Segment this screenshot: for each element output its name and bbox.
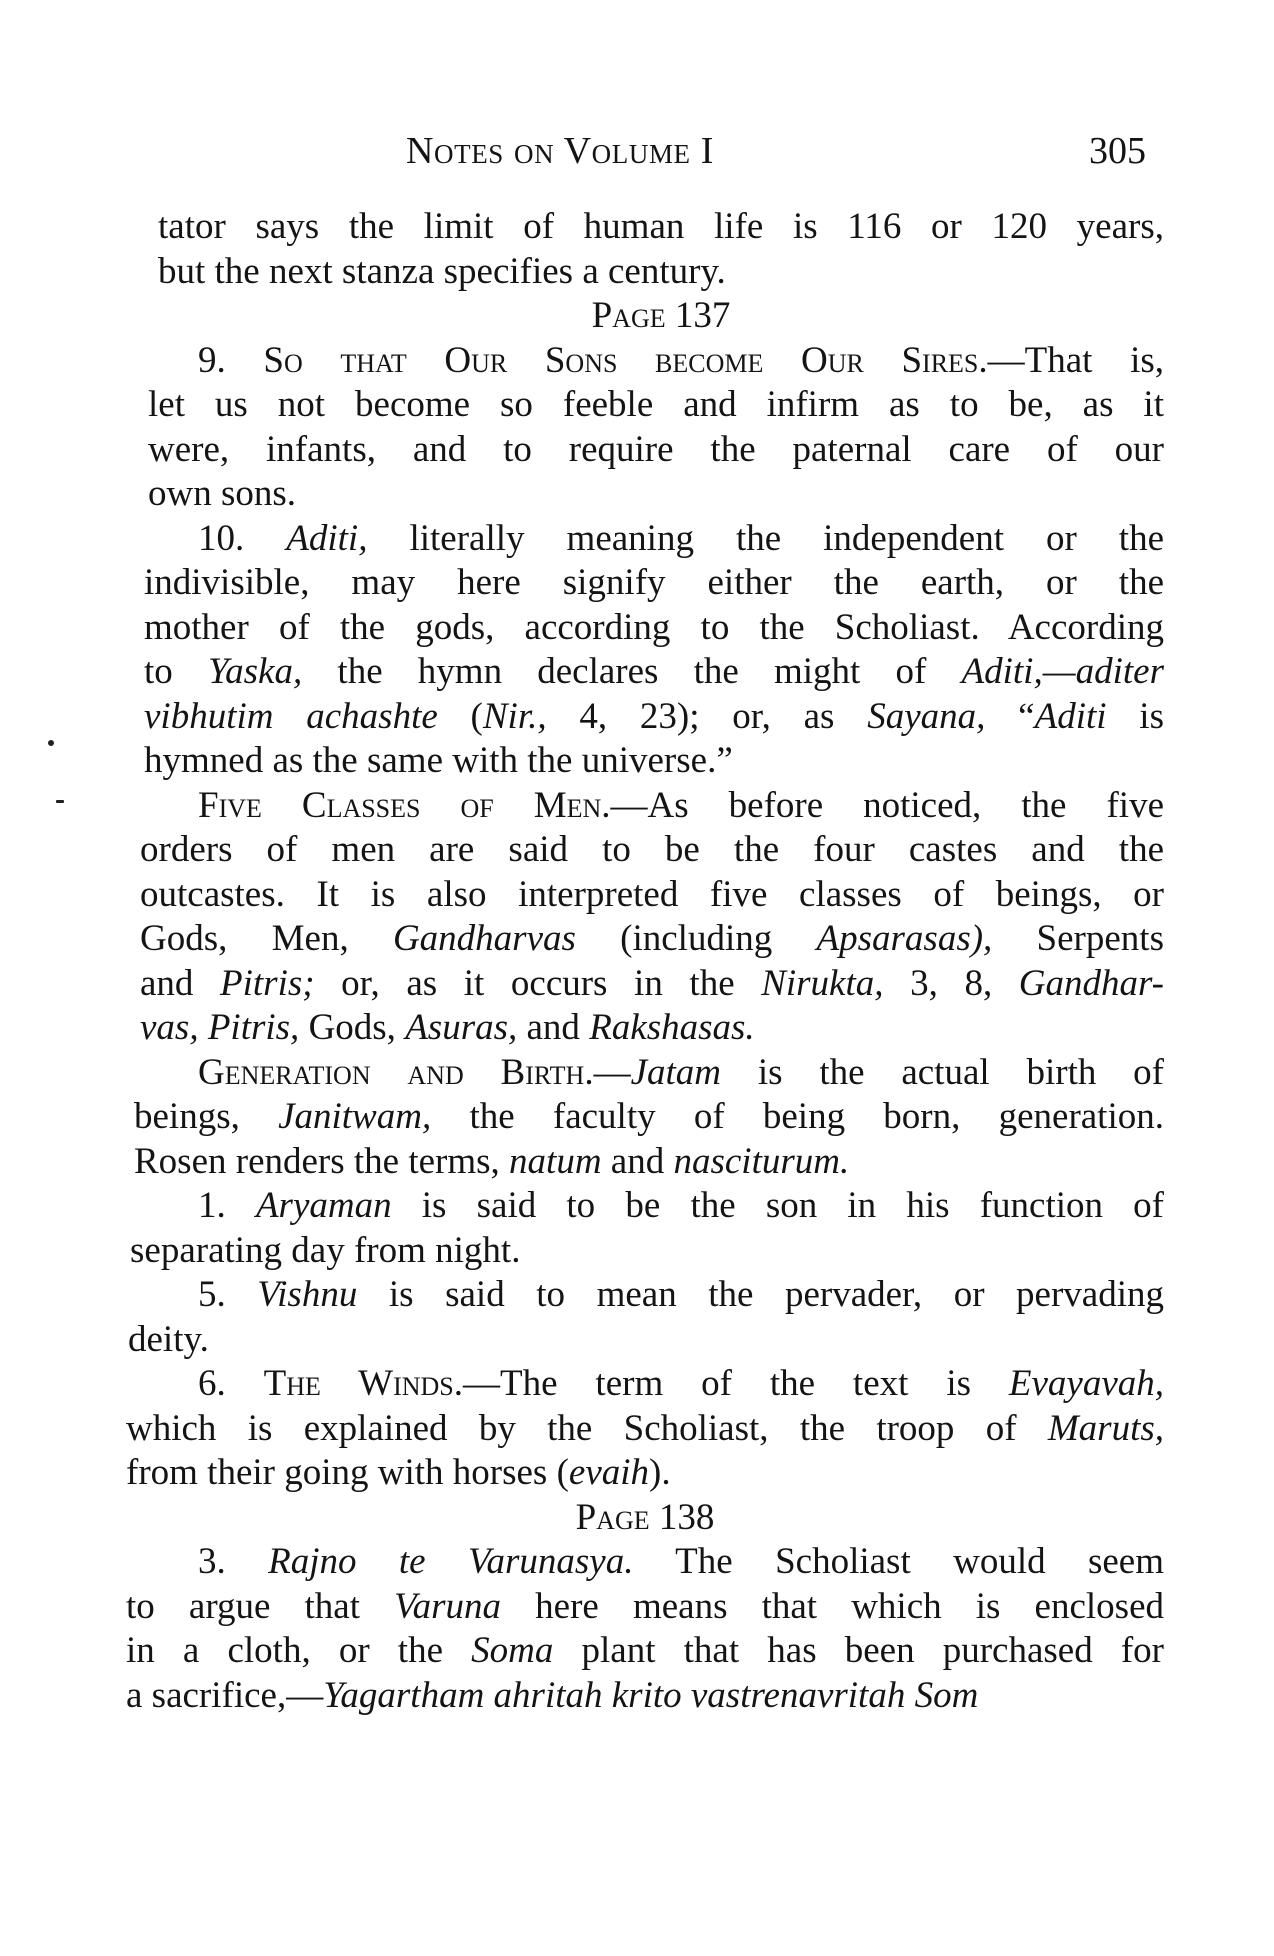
section-heading	[126, 1496, 1164, 1541]
italic-term: natum	[509, 1140, 602, 1182]
text-run: 6.	[198, 1363, 264, 1404]
italic-term: vibhutim achashte	[144, 695, 438, 737]
italic-term: Yagartham ahritah krito vastrenavritah Som	[323, 1674, 979, 1716]
italic-term: Rakshasas.	[589, 1007, 755, 1048]
italic-term: Aditi,	[286, 517, 368, 559]
running-title: Notes on Volume I	[405, 130, 715, 172]
text-line	[126, 784, 1164, 829]
text-line	[126, 1585, 1164, 1630]
text-run: and	[601, 1140, 674, 1182]
text-run: and	[517, 1007, 590, 1048]
text-line	[126, 1273, 1164, 1318]
text-run: separating day from night.	[130, 1229, 521, 1271]
text-line	[126, 1407, 1164, 1452]
text-line	[126, 1095, 1164, 1140]
text-run: but the next stanza specifies a century.	[158, 250, 726, 292]
text-line	[126, 695, 1164, 740]
text-line	[126, 1051, 1164, 1096]
text-run: —As before noticed, the five	[610, 784, 1164, 826]
italic-term: Sayana,	[867, 695, 986, 737]
italic-term: Vishnu	[257, 1274, 358, 1315]
text-line	[126, 1184, 1164, 1229]
text-line	[126, 828, 1164, 873]
text-run: beings,	[134, 1096, 279, 1137]
text-run: plant that has been purchased for	[553, 1630, 1164, 1671]
text-run: 5.	[198, 1274, 258, 1315]
italic-term: Evayavah,	[1008, 1363, 1165, 1404]
text-run: Serpents	[992, 918, 1164, 959]
text-run: to argue that	[126, 1585, 395, 1627]
text-line	[126, 517, 1164, 562]
italic-term: Rajno te Varunasya.	[268, 1541, 634, 1582]
italic-term: Yaska,	[207, 651, 303, 692]
text-run: (including	[575, 918, 817, 959]
text-run: Rosen renders the terms,	[134, 1140, 510, 1182]
text-line	[126, 1140, 1164, 1185]
text-line	[126, 250, 1164, 295]
text-run: Page 137	[591, 295, 731, 336]
text-run: 4, 23); or, as	[546, 695, 868, 737]
italic-term: Nirukta,	[761, 962, 884, 1004]
italic-term: Pitris;	[220, 962, 315, 1004]
text-line	[126, 472, 1164, 517]
text-run: a sacrifice,—	[126, 1674, 324, 1716]
text-run: to	[144, 651, 208, 692]
text-run: literally meaning the independent or the	[367, 517, 1165, 559]
text-line	[126, 561, 1164, 606]
text-line	[126, 205, 1164, 250]
text-line	[126, 339, 1164, 384]
small-caps-heading: The Winds.	[263, 1363, 463, 1404]
italic-term: Gandhar-	[1018, 962, 1164, 1004]
page-number: 305	[1089, 130, 1146, 172]
text-line	[126, 739, 1164, 784]
text-run: and	[140, 962, 221, 1004]
italic-term: Asuras,	[405, 1007, 518, 1048]
text-line	[126, 962, 1164, 1007]
italic-term: Maruts,	[1047, 1407, 1164, 1449]
italic-term: Aryaman	[255, 1185, 392, 1226]
text-run: orders of men are said to be the four castes and the	[140, 829, 1164, 870]
text-run: 3.	[198, 1541, 269, 1582]
italic-term: Nir.,	[482, 695, 547, 737]
text-run: own sons.	[148, 473, 297, 514]
text-line	[126, 1318, 1164, 1363]
text-run: tator says the limit of human life is 116 or 120 years,	[158, 206, 1164, 247]
text-run: Gods,	[299, 1007, 406, 1048]
margin-dot	[48, 740, 54, 746]
text-run: the hymn declares the might of	[302, 651, 962, 692]
small-caps-heading: Generation and Birth.	[198, 1051, 594, 1093]
text-run: “	[985, 695, 1035, 737]
text-run: indivisible, may here signify either the earth, or the	[144, 562, 1164, 603]
text-line	[126, 650, 1164, 695]
italic-term: Varuna	[394, 1585, 502, 1627]
text-run: here means that which is enclosed	[501, 1585, 1165, 1627]
text-run: or, as it occurs in the	[314, 962, 762, 1004]
small-caps-heading: Five Classes of Men.	[198, 784, 611, 826]
margin-dash	[56, 800, 64, 803]
page-header	[0, 126, 1274, 176]
text-run: ).	[649, 1452, 671, 1493]
text-run: hymned as the same with the universe.”	[144, 740, 733, 781]
text-run: —	[593, 1051, 631, 1093]
text-line	[126, 873, 1164, 918]
italic-term: nasciturum.	[673, 1140, 850, 1182]
text-run: —That is,	[987, 339, 1165, 381]
text-line	[126, 383, 1164, 428]
italic-term: Gandharvas	[392, 918, 576, 959]
text-run: outcastes. It is also interpreted five classes of beings, or	[140, 873, 1164, 915]
text-run: 9.	[198, 339, 264, 381]
italic-term: Aditi	[1034, 695, 1107, 737]
text-line	[126, 1629, 1164, 1674]
text-run: mother of the gods, according to the Scholiast. According	[144, 606, 1164, 648]
text-run: The Scholiast would seem	[633, 1541, 1165, 1582]
italic-term: evaih	[568, 1452, 650, 1493]
text-run: from their going with horses (	[126, 1452, 569, 1493]
text-run: (	[437, 695, 483, 737]
italic-term: Janitwam,	[278, 1096, 432, 1137]
text-run: —The term of the text is	[463, 1363, 1009, 1404]
text-run: Page 138	[575, 1496, 715, 1538]
text-line	[126, 428, 1164, 473]
section-heading	[126, 294, 1164, 339]
text-line	[126, 606, 1164, 651]
text-run: the faculty of being born, generation.	[431, 1096, 1164, 1137]
text-line	[126, 1362, 1164, 1407]
text-run: 10.	[198, 517, 287, 559]
text-body	[126, 205, 1164, 1718]
text-line	[126, 1006, 1164, 1051]
text-run: is said to be the son in his function of	[391, 1185, 1165, 1226]
italic-term: Aditi,—aditer	[961, 651, 1164, 692]
text-run: were, infants, and to require the paternal care of our	[148, 428, 1164, 470]
italic-term: vas, Pitris,	[140, 1007, 300, 1048]
italic-term: Soma	[471, 1630, 554, 1671]
text-run: in a cloth, or the	[126, 1630, 472, 1671]
small-caps-heading: So that Our Sons become Our Sires.	[263, 339, 988, 381]
text-run: is the actual birth of	[721, 1051, 1164, 1093]
text-run: 3, 8,	[883, 962, 1019, 1004]
text-run: Gods, Men,	[140, 918, 393, 959]
text-run: is said to mean the pervader, or pervading	[357, 1274, 1164, 1315]
text-line	[126, 1229, 1164, 1274]
italic-term: Jatam	[630, 1051, 722, 1093]
text-run: 1.	[198, 1185, 256, 1226]
text-line	[126, 917, 1164, 962]
text-line	[126, 1451, 1164, 1496]
text-run: let us not become so feeble and infirm as to be, as it	[148, 384, 1164, 425]
text-run: is	[1106, 695, 1164, 737]
text-run: which is explained by the Scholiast, the troop of	[126, 1407, 1048, 1449]
italic-term: Apsarasas),	[816, 918, 993, 959]
text-line	[126, 1674, 1164, 1719]
text-run: deity.	[128, 1318, 209, 1360]
text-line	[126, 1540, 1164, 1585]
